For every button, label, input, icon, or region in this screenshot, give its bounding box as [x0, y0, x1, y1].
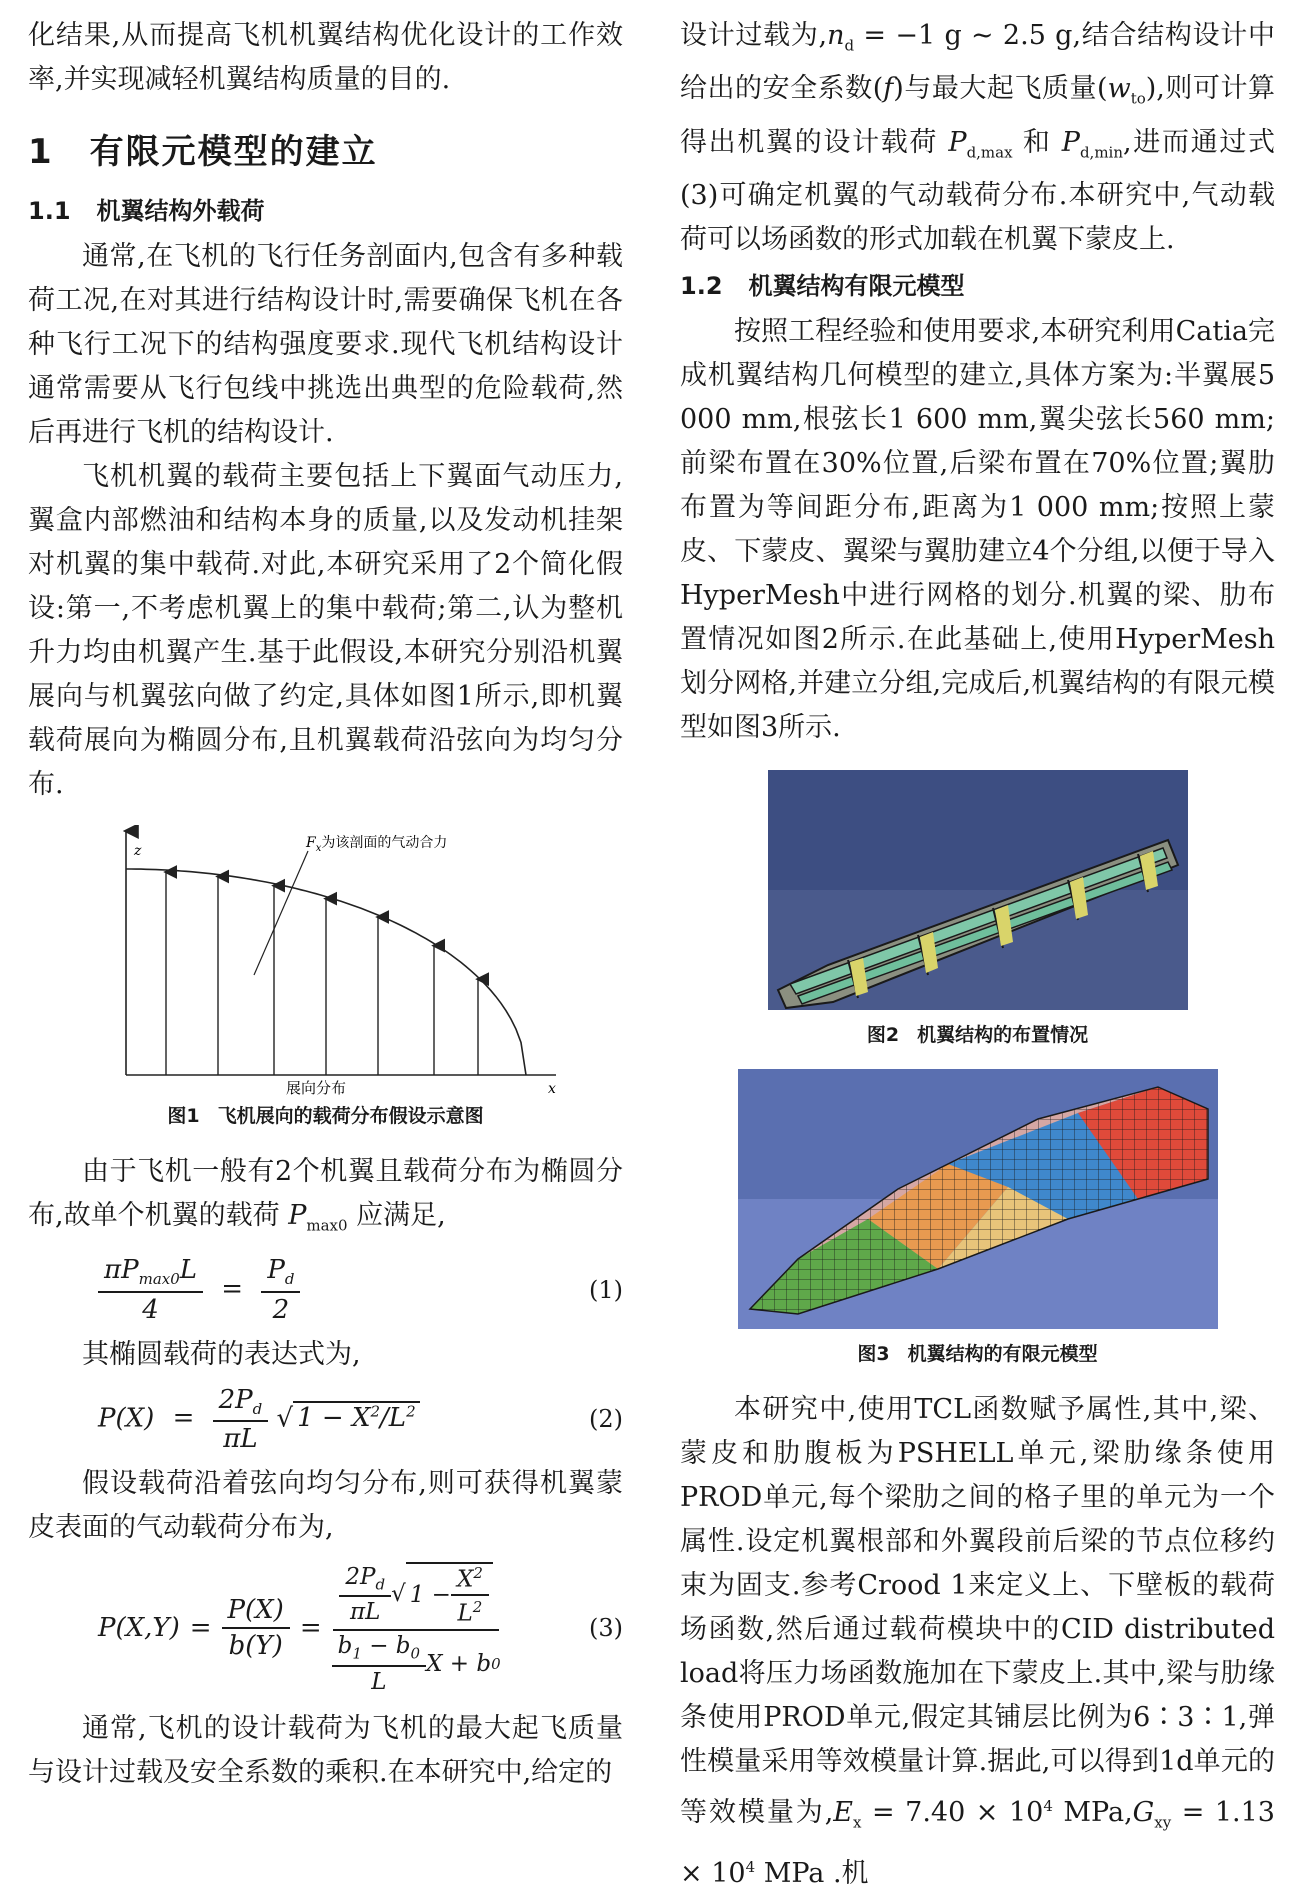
figure-3-fem-mesh-image [738, 1069, 1218, 1329]
figure-3-caption-text: 机翼结构的有限元模型 [907, 1343, 1098, 1366]
z-axis-label: z [133, 843, 141, 859]
equation-1: $\frac{\pi P_{max0}L}{4}$ = $\frac{P_d}{2}$ (1) [28, 1255, 623, 1324]
figure-3-caption-label: 图3 [857, 1343, 890, 1366]
paragraph-eq3-intro: 假设载荷沿着弦向均匀分布,则可获得机翼蒙皮表面的气动载荷分布为, [28, 1467, 623, 1543]
section-1-2-heading [680, 266, 1275, 306]
figure-1-caption-text: 飞机展向的载荷分布假设示意图 [217, 1105, 484, 1127]
paragraph-fem-2: 本研究中,使用TCL函数赋予属性,其中,梁、蒙皮和肋腹板为PSHELL单元,梁肋缘条使用PROD单元,每个梁肋之间的格子里的单元为一个属性.设定机翼根部和外翼段前后梁的节点位移约束为固支.参考Crood 1来定义上、下壁板的载荷场函数,然后通过载荷模块中的CID distributed load将压力场函数施加在下蒙皮上.其中,梁与肋缘条使用PROD单元,假定其铺层比例为6∶3∶1,弹性模量采用等效模量计算.据此,可以得到1d单元的等效模量为$,E_x = 7.40 \times 10^4$ $MPa,G_{xy} = 1.13 \times 10^4$ MPa .机 [680, 1394, 1275, 1889]
section-1-1-heading [28, 191, 623, 231]
x-axis-label: x [547, 1081, 556, 1095]
paragraph-intro-end: 化结果,从而提高飞机机翼结构优化设计的工作效率,并实现减轻机翼结构质量的目的. [28, 20, 623, 95]
section-1-title: 有限元模型的建立 [89, 132, 378, 172]
section-1-2-number: 1.2 [680, 272, 723, 301]
equation-2-number: (2) [589, 1405, 623, 1434]
figure-3 [680, 1069, 1275, 1329]
section-1-number: 1 [28, 132, 54, 172]
figure-1 [28, 825, 623, 1095]
equation-1-number: (1) [589, 1275, 623, 1304]
figure-2-caption [680, 1020, 1275, 1047]
annotation-leader-line [254, 851, 308, 975]
paragraph-eq-intro-1: 由于飞机一般有2个机翼且载荷分布为椭圆分布,故单个机翼的载荷 $P_{max0}$ 应满足, [28, 1156, 623, 1235]
figure-2-wing-structure-image [768, 770, 1188, 1010]
figure-1-diagram [86, 825, 566, 1095]
paragraph-design-load-cont: 设计过载为$,n_d = -1$ g ~ 2.5 g,结合结构设计中给出的安全系数(f)与最大起飞质量$(w_{to})$,则可计算得出机翼的设计载荷 $P_{d,max}$ 和 $P_{d,min}$,进而通过式(3)可确定机翼的气动载荷分布.本研究中,气动载荷可以场函数的形式加载在机翼下蒙皮上. [680, 20, 1275, 256]
section-1-1-title: 机翼结构外载荷 [96, 197, 265, 225]
section-1-heading [28, 124, 623, 173]
figure-1-caption [28, 1101, 623, 1128]
right-column [680, 14, 1275, 1896]
left-column [28, 14, 623, 1795]
annotation-text: $F_x$为该剖面的气动合力 [305, 835, 447, 854]
paragraph-fem-1: 按照工程经验和使用要求,本研究利用Catia完成机翼结构几何模型的建立,具体方案为:半翼展5 000 mm,根弦长1 600 mm,翼尖弦长560 mm;前梁布置在30%位置,后梁布置在70%位置;翼肋布置为等间距分布,距离为1 000 mm;按照上蒙皮、下蒙皮、翼梁与翼肋建立4个分组,以便于导入HyperMesh中进行网格的划分.机翼的梁、肋布置情况如图2所示.在此基础上,使用HyperMesh划分网格,并建立分组,完成后,机翼结构的有限元模型如图3所示. [680, 316, 1275, 744]
paragraph-loads-2: 飞机机翼的载荷主要包括上下翼面气动压力,翼盒内部燃油和结构本身的质量,以及发动机挂架对机翼的集中载荷.对此,本研究采用了2个简化假设:第一,不考虑机翼上的集中载荷;第二,认为整机升力均由机翼产生.基于此假设,本研究分别沿机翼展向与机翼弦向做了约定,具体如图1所示,即机翼载荷展向为椭圆分布,且机翼载荷沿弦向为均匀分布. [28, 461, 623, 800]
paragraph-eq2-intro: 其椭圆载荷的表达式为, [82, 1338, 361, 1370]
load-arrows [166, 872, 478, 1075]
figure-2-caption-label: 图2 [866, 1024, 900, 1047]
figure-3-caption [680, 1339, 1275, 1366]
figure-2 [680, 770, 1275, 1010]
figure-2-caption-text: 机翼结构的布置情况 [917, 1024, 1089, 1047]
equation-3: P(X,Y) = $\frac{P(X)}{b(Y)}$ = $\frac{2P_d}{\pi L}$ √ 1 − $\frac{X^2}{L^2}$ $\frac{b_1 - b_0}{L}$ X + b 0 (3) [98, 1563, 623, 1695]
section-1-2-title: 机翼结构有限元模型 [748, 272, 965, 301]
figure-1-caption-label: 图1 [167, 1105, 200, 1127]
paragraph-loads-1: 通常,在飞机的飞行任务剖面内,包含有多种载荷工况,在对其进行结构设计时,需要确保飞机在各种飞行工况下的结构强度要求.现代飞机结构设计通常需要从飞行包线中挑选出典型的危险载荷,然后再进行飞机的结构设计. [28, 241, 623, 448]
equation-2: P(X) = $\frac{2P_d}{\pi L}$ √ $1 - X^2/L^2$ (2) [98, 1384, 623, 1454]
span-distribution-label: 展向分布 [285, 1079, 346, 1095]
equation-3-number: (3) [589, 1614, 623, 1643]
paragraph-design-load: 通常,飞机的设计载荷为飞机的最大起飞质量与设计过载及安全系数的乘积.在本研究中,给定的 [28, 1712, 623, 1788]
section-1-1-number: 1.1 [28, 197, 71, 225]
